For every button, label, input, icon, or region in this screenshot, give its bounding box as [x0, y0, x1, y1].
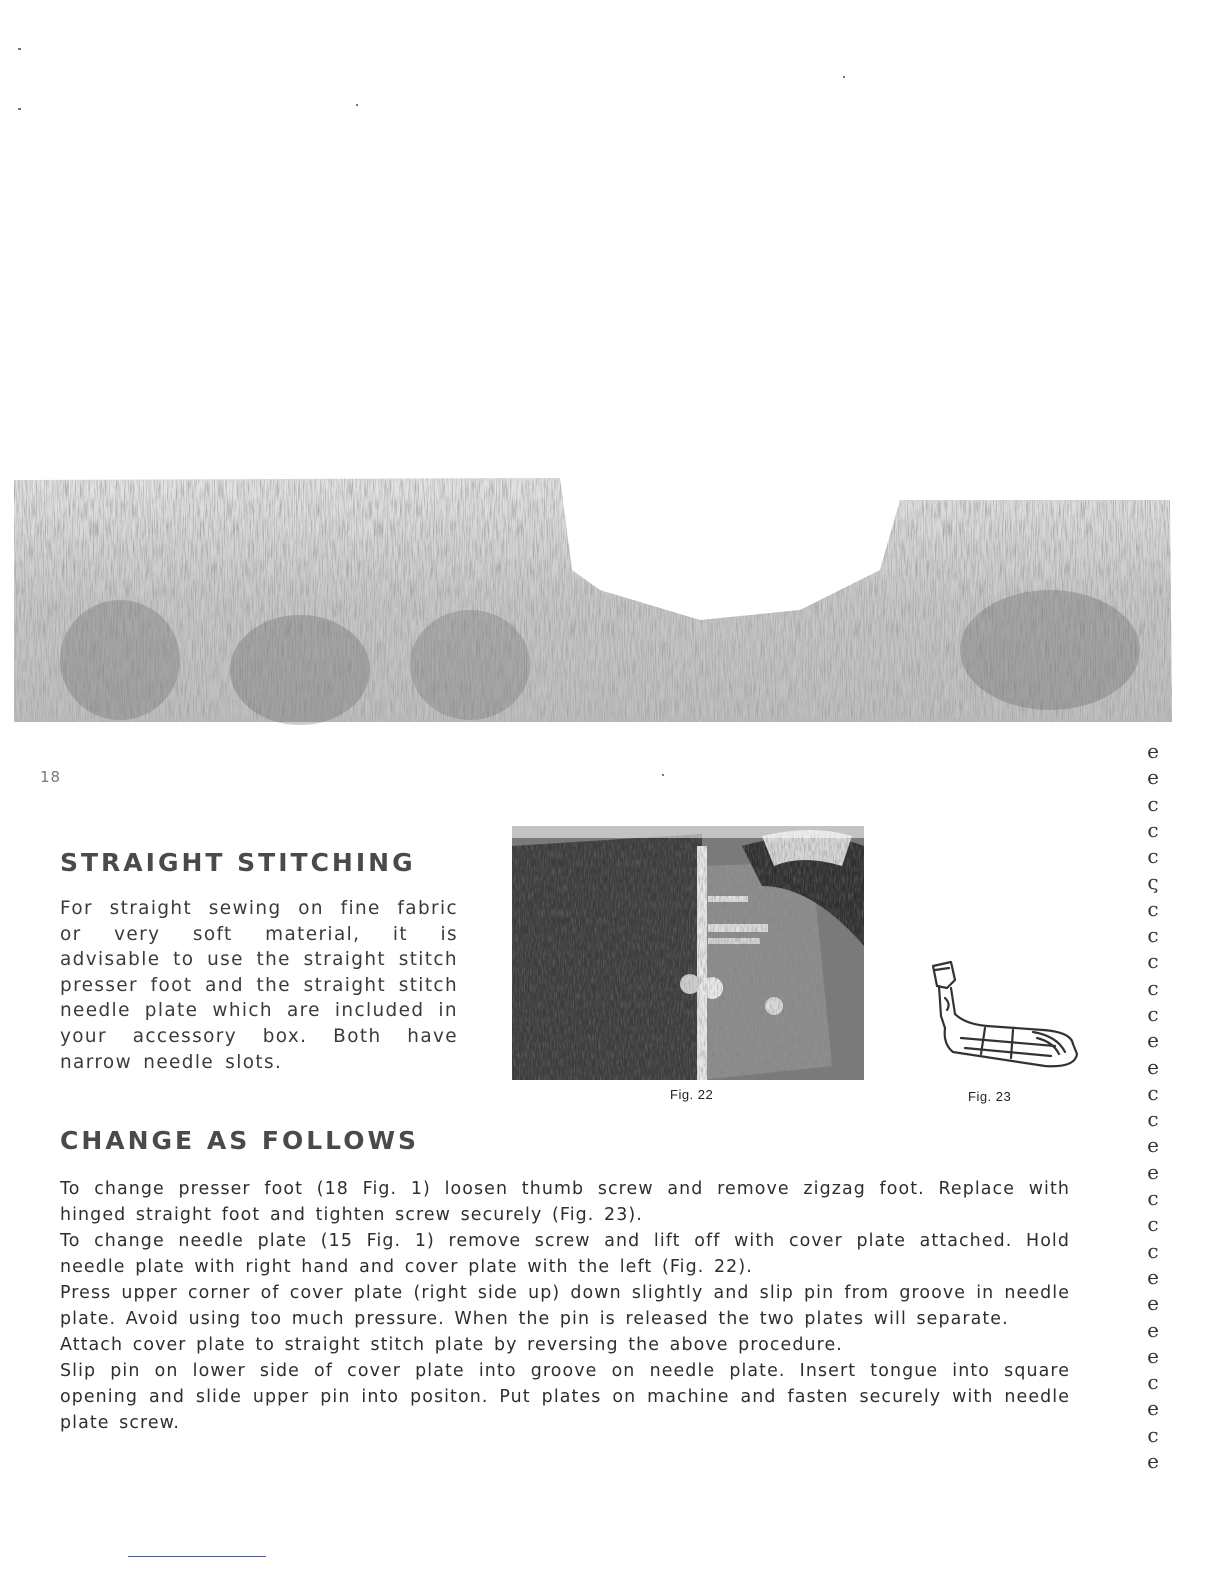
- needle-plate-photo: [512, 826, 864, 1080]
- margin-glyph: c: [1147, 975, 1159, 1000]
- photo-band-image: [0, 440, 1224, 740]
- scan-speck: [18, 108, 21, 110]
- margin-glyph: e: [1147, 1028, 1159, 1053]
- straight-stitching-text: For straight sewing on fine fabric or very soft material, it is advisable to use the straight stitch presser foot and the straight stitch needle plate which are included in your accessory box. Both have narrow needle slots.: [60, 898, 458, 1073]
- scan-speck: [18, 48, 21, 50]
- presser-foot-drawing: [925, 958, 1085, 1070]
- margin-glyph: e: [1147, 1343, 1159, 1368]
- margin-glyph: c: [1147, 1212, 1159, 1237]
- instruction-paragraph: To change needle plate (15 Fig. 1) remove screw and lift off with cover plate attached. Hold needle plate with right hand and cover plate with the left (Fig. 22).: [60, 1231, 1070, 1277]
- scan-speck: [356, 104, 358, 106]
- instruction-paragraph: Press upper corner of cover plate (right side up) down slightly and slip pin from groove in needle plate. Avoid using too much pressure. When the pin is released the two plates will separate.: [60, 1283, 1070, 1329]
- margin-glyph: c: [1147, 1080, 1159, 1105]
- scan-speck: [843, 76, 845, 78]
- margin-glyph: c: [1147, 817, 1159, 842]
- margin-glyph: e: [1147, 1159, 1159, 1184]
- margin-glyph-column: [1138, 738, 1168, 1474]
- margin-glyph: e: [1147, 1291, 1159, 1316]
- margin-glyph: c: [1147, 1001, 1159, 1026]
- margin-glyph: e: [1147, 1264, 1159, 1289]
- fig22-caption: Fig. 22: [670, 1087, 714, 1102]
- margin-glyph: c: [1147, 1370, 1159, 1395]
- margin-glyph: e: [1147, 739, 1159, 763]
- instruction-paragraph: Attach cover plate to straight stitch plate by reversing the above procedure.: [60, 1335, 843, 1355]
- margin-glyph: e: [1147, 1396, 1159, 1421]
- scan-speck: [662, 774, 664, 776]
- heading-change-as-follows: CHANGE AS FOLLOWS: [60, 1126, 420, 1155]
- margin-glyph: c: [1147, 844, 1159, 869]
- margin-glyph: c: [1147, 791, 1159, 816]
- instruction-paragraph: To change presser foot (18 Fig. 1) loosen thumb screw and remove zigzag foot. Replace with hinged straight foot and tighten screw securely (Fig. 23).: [60, 1179, 1070, 1225]
- page-number: 18: [40, 768, 62, 786]
- margin-glyph: c: [1147, 1186, 1159, 1211]
- change-instructions: [60, 1176, 1070, 1436]
- margin-glyph: c: [1147, 1422, 1159, 1447]
- margin-glyph: e: [1147, 1317, 1159, 1342]
- margin-glyph: c: [1147, 949, 1159, 974]
- footer-rule: [128, 1556, 266, 1557]
- margin-glyph: c: [1147, 1238, 1159, 1263]
- instruction-paragraph: Slip pin on lower side of cover plate into groove on needle plate. Insert tongue into square opening and slide upper pin into positon. Put plates on machine and fasten securely with needle plate screw.: [60, 1361, 1070, 1433]
- heading-straight-stitching: STRAIGHT STITCHING: [60, 848, 416, 877]
- margin-glyph: c: [1147, 896, 1159, 921]
- margin-glyph: e: [1147, 1133, 1159, 1158]
- fig23-caption: Fig. 23: [968, 1089, 1012, 1104]
- margin-glyph: e: [1147, 765, 1159, 790]
- margin-glyph: ς: [1147, 870, 1159, 895]
- margin-glyph: c: [1147, 923, 1159, 948]
- margin-glyph: c: [1147, 1107, 1159, 1132]
- margin-glyph: e: [1147, 1449, 1159, 1474]
- margin-glyph: e: [1147, 1054, 1159, 1079]
